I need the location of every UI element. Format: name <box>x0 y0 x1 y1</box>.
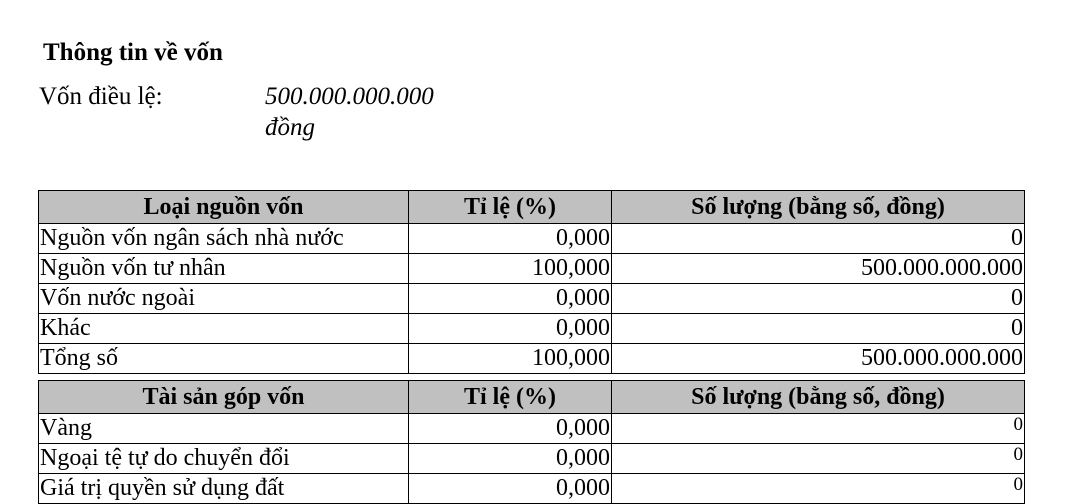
ratio-cell: 0,000 <box>409 444 612 474</box>
section-title: Thông tin về vốn <box>43 39 223 66</box>
amount-cell: 0 <box>612 474 1025 504</box>
column-header-ratio: Tỉ lệ (%) <box>409 191 612 224</box>
table-header-row <box>39 381 1025 414</box>
table-row <box>39 314 1025 344</box>
source-name-cell: Vốn nước ngoài <box>39 284 409 314</box>
ratio-cell: 0,000 <box>409 314 612 344</box>
table-row <box>39 474 1025 504</box>
amount-cell: 0 <box>612 414 1025 444</box>
ratio-cell: 100,000 <box>409 254 612 284</box>
ratio-cell: 0,000 <box>409 414 612 444</box>
charter-capital-value: 500.000.000.000 đồng <box>265 83 434 141</box>
total-amount-cell: 500.000.000.000 <box>612 344 1025 374</box>
table-row <box>39 254 1025 284</box>
table-total-row <box>39 344 1025 374</box>
table-row <box>39 444 1025 474</box>
column-header-ratio: Tỉ lệ (%) <box>409 381 612 414</box>
amount-cell: 0 <box>612 444 1025 474</box>
table-row <box>39 414 1025 444</box>
charter-capital-label: Vốn điều lệ: <box>39 83 163 110</box>
contributed-assets-table <box>38 380 1025 504</box>
ratio-cell: 0,000 <box>409 284 612 314</box>
source-name-cell: Khác <box>39 314 409 344</box>
amount-cell: 500.000.000.000 <box>612 254 1025 284</box>
asset-name-cell: Ngoại tệ tự do chuyển đổi <box>39 444 409 474</box>
capital-sources-table <box>38 190 1025 374</box>
asset-name-cell: Vàng <box>39 414 409 444</box>
column-header-asset-type: Tài sản góp vốn <box>39 381 409 414</box>
total-ratio-cell: 100,000 <box>409 344 612 374</box>
amount-cell: 0 <box>612 284 1025 314</box>
table-row <box>39 224 1025 254</box>
column-header-amount: Số lượng (bằng số, đồng) <box>612 381 1025 414</box>
table-header-row <box>39 191 1025 224</box>
source-name-cell: Nguồn vốn ngân sách nhà nước <box>39 224 409 254</box>
table-row <box>39 284 1025 314</box>
amount-cell: 0 <box>612 224 1025 254</box>
ratio-cell: 0,000 <box>409 474 612 504</box>
asset-name-cell: Giá trị quyền sử dụng đất <box>39 474 409 504</box>
column-header-amount: Số lượng (bằng số, đồng) <box>612 191 1025 224</box>
column-header-source-type: Loại nguồn vốn <box>39 191 409 224</box>
source-name-cell: Nguồn vốn tư nhân <box>39 254 409 284</box>
total-label-cell: Tổng số <box>39 344 409 374</box>
ratio-cell: 0,000 <box>409 224 612 254</box>
amount-cell: 0 <box>612 314 1025 344</box>
